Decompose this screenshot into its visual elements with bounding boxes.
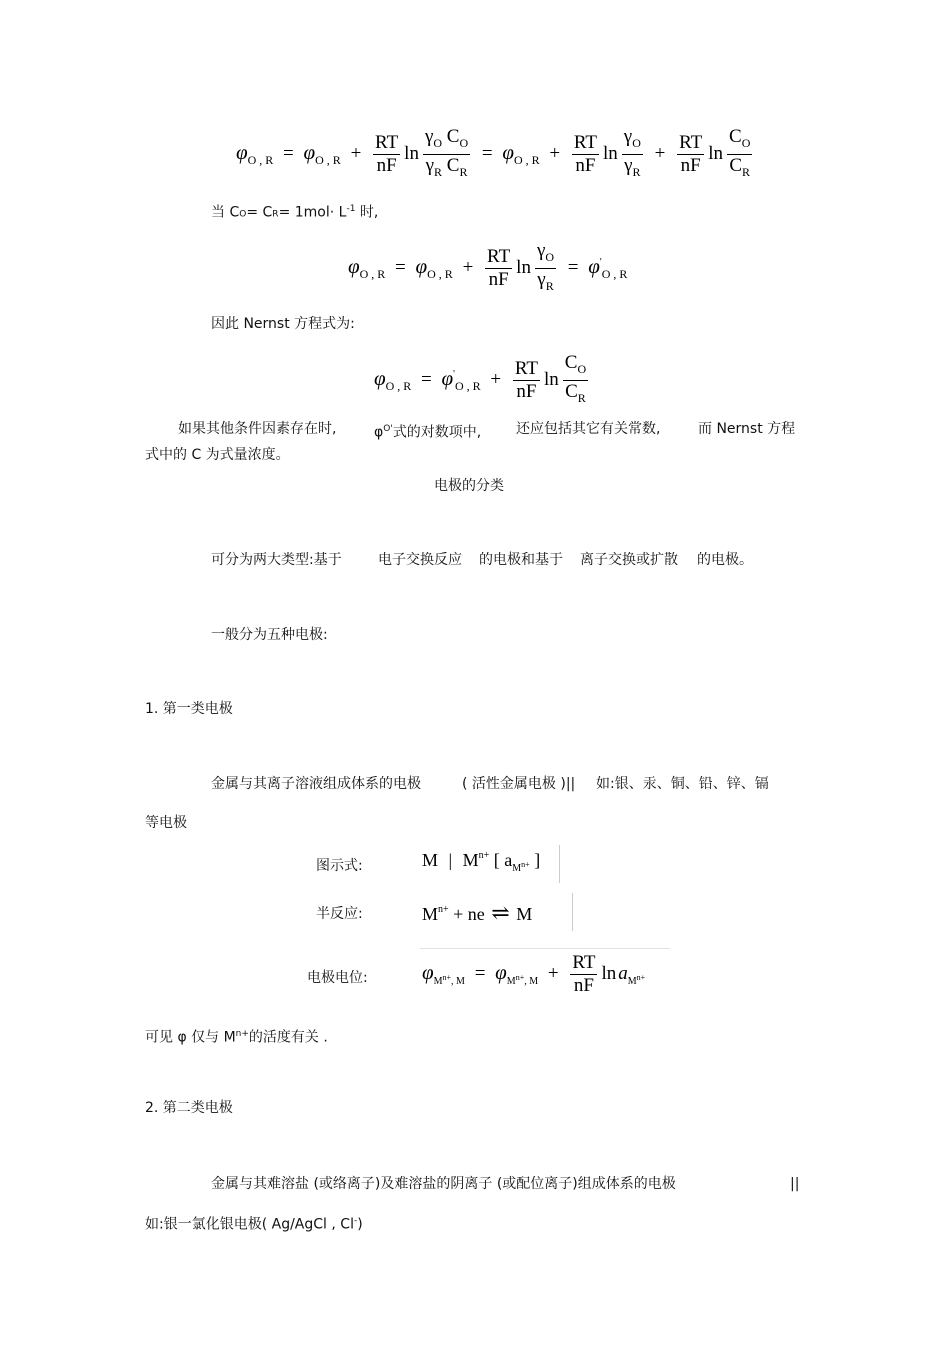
ln-operator: ln [603,142,618,164]
subscript: O [239,209,247,220]
phi-standard: φ [502,139,514,164]
phi-symbol: φ [348,253,360,278]
equation-nernst-derivation [236,126,754,183]
two-types-a: 可分为两大类型:基于 [211,552,342,568]
superscript: O' [383,424,393,434]
condition-line [211,200,378,224]
five-kinds-line: 一般分为五种电极: [211,627,328,643]
denominator [622,155,643,183]
activity-open: [ a [493,850,513,870]
text: 如果其他条件因素存在时, [178,421,337,437]
text: ) [357,1216,363,1233]
sec2-example [145,1212,363,1234]
text: 时, [355,204,379,221]
prime: ' [599,256,602,268]
fraction-conc-ratio [727,126,752,183]
subscript-m: M [433,975,443,987]
two-types-b: 电子交换反应 [378,552,462,568]
fraction-conc-ratio [563,352,588,409]
numerator: RT [514,358,538,379]
equals-sign: = [421,368,432,390]
plus-sign: + [490,368,502,390]
charge: n+ [478,850,490,861]
equation-formal-potential [348,240,627,297]
potential-formula [422,952,645,997]
equilibrium-arrow-icon: ⇌ [491,900,510,925]
phi-standard: φ [495,959,507,984]
subscript: O [433,136,443,150]
subscript: O [632,136,641,150]
denominator [535,269,556,297]
electrons: + ne [453,904,485,924]
sec2-title: 2. 第二类电极 [145,1100,233,1116]
activity-symbol: a [618,962,628,984]
fraction-gamma-ratio [622,126,643,183]
subscript: R [434,165,443,179]
denominator: nF [680,155,701,176]
sec1-desc-a: 金属与其离子溶液组成体系的电极 [211,776,421,792]
ion-symbol: M [462,850,479,870]
equals-sign: = [395,256,406,278]
sec2-bars: || [790,1176,800,1192]
subscript: O , R [385,378,412,393]
denominator: nF [488,269,509,290]
numerator [423,126,470,155]
equals-sign: = [474,962,486,984]
para-other-factors [178,420,336,438]
sec2-desc: 金属与其难溶盐 (或络离子)及难溶盐的阴离子 (或配位离子)组成体系的电极 [211,1176,676,1192]
activity-close: ] [534,850,541,870]
para-other-c: 还应包括其它有关常数, [516,421,661,437]
equals-sign: = [283,142,294,164]
subscript-charge: n+ [636,972,646,982]
plus-sign: + [547,962,559,984]
fraction-gamma-ratio [535,240,556,297]
superscript: n+ [235,1029,249,1039]
subscript: O , R [359,266,386,281]
numerator [563,352,588,381]
gamma: γ [425,155,435,176]
subscript: O [577,362,587,376]
subscript: R [742,165,751,179]
plus-sign: + [462,256,474,278]
fraction-rt-nf [373,132,400,177]
subscript [506,972,539,987]
denominator [563,381,588,409]
sec1-label-half: 半反应: [316,906,363,922]
equation-nernst [374,352,590,409]
metal-symbol: M [422,850,439,870]
conc: C [729,126,742,147]
numerator: RT [375,132,399,153]
section-heading: 电极的分类 [434,478,504,494]
subscript: O , R [601,266,628,281]
subscript-charge: n+ [515,972,525,982]
phi-formal: φ [588,253,600,278]
text: 式的对数项中, [392,424,482,441]
conc: C [565,381,578,402]
subscript-metal: , M [524,975,539,987]
subscript: O [459,136,469,150]
text: = 1mol· L [278,204,347,221]
activity-subscript [512,860,530,874]
para-other-line2: 式中的 C 为式量浓度。 [145,447,290,463]
denominator: nF [376,155,397,176]
subscript-m: M [512,863,522,874]
gamma: γ [624,155,633,176]
diagram-formula [422,850,540,874]
two-types-e: 的电极。 [697,552,753,568]
two-types-d: 离子交换或扩散 [580,552,678,568]
superscript: -1 [346,204,356,214]
denominator: nF [575,155,596,176]
numerator [727,126,752,155]
numerator: RT [487,246,511,267]
subscript [433,972,465,987]
subscript: R [459,165,468,179]
sec1-label-potential: 电极电位: [307,970,368,986]
subscript: O [741,136,751,150]
phi-formal: φ [441,365,454,390]
sec1-desc-b: ( 活性金属电极 )|| [462,776,576,792]
denominator [423,155,470,183]
gamma: γ [623,126,633,147]
phi-standard: φ [415,253,428,278]
text: 如:银一氯化银电极( Ag/AgCl , Cl [145,1216,354,1233]
subscript-m: M [506,975,516,987]
conc: C [729,155,743,176]
fraction-rt-nf [677,132,704,177]
numerator: RT [573,132,598,153]
prime: ' [453,368,455,380]
subscript-metal: , M [451,975,465,987]
fraction-activity-ratio [423,126,470,183]
text: 可见 φ 仅与 M [145,1029,236,1046]
therefore-line: 因此 Nernst 方程式为: [211,316,355,332]
plus-sign: + [654,142,666,164]
subscript: R [577,391,586,405]
denominator [727,155,752,183]
equals-sign: = [567,256,579,278]
subscript-charge: n+ [442,972,452,982]
text: 当 C [211,204,240,221]
equals-sign: = [481,142,493,164]
subscript-m: M [627,975,637,987]
ion-symbol: M [422,904,439,924]
fraction-rt-nf [572,132,599,177]
potential-box-topline [420,948,670,949]
text: = C [246,204,273,221]
subscript: O , R [427,266,453,281]
numerator [622,126,643,155]
subscript: O , R [513,152,540,167]
subscript: O , R [247,152,274,167]
metal-symbol: M [516,904,533,924]
gamma: γ [536,240,546,261]
superscript: - [353,1216,358,1226]
charge: n+ [438,904,449,915]
sec1-title: 1. 第一类电极 [145,701,233,717]
conc: C [564,352,578,373]
text: 的活度有关 . [248,1029,328,1046]
sec1-desc-c: 如:银、汞、铜、铅、锌、镉 [596,776,769,792]
subscript: O [545,250,555,264]
phase-boundary: | [448,850,453,870]
phi-symbol: φ [374,365,386,390]
conc: C [446,126,460,147]
numerator [535,240,556,269]
denominator: nF [573,975,594,996]
subscript: R [272,209,279,220]
plus-sign: + [549,142,561,164]
ln-operator: ln [516,256,531,278]
para-other-d: 而 Nernst 方程 [698,421,796,437]
subscript: R [545,279,554,293]
subscript-charge: n+ [521,860,530,869]
numerator: RT [572,952,596,973]
para-other-phi [374,420,481,442]
phi-symbol: φ [422,959,434,984]
sec1-label-diagram: 图示式: [316,858,363,874]
sec1-conclusion [145,1025,328,1047]
subscript: O , R [315,152,341,167]
sec1-desc-line2: 等电极 [145,815,187,831]
fraction-rt-nf [485,246,512,291]
plus-sign: + [350,142,362,164]
ln-operator: ln [601,962,617,984]
two-types-c: 的电极和基于 [479,552,563,568]
subscript: R [632,165,641,179]
ln-operator: ln [404,142,419,164]
phi-symbol: φ [236,139,248,164]
denominator: nF [516,381,537,402]
phi-symbol: φ [374,424,384,441]
ln-operator: ln [708,142,724,164]
fraction-rt-nf [513,358,540,403]
gamma: γ [424,126,434,147]
conc: C [446,155,460,176]
ln-operator: ln [543,368,559,390]
subscript: O , R [454,378,481,393]
numerator: RT [679,132,703,153]
subscript [627,972,646,987]
phi-standard: φ [303,139,316,164]
half-reaction-formula [422,900,532,926]
gamma: γ [537,269,546,290]
fraction-rt-nf [570,952,597,997]
